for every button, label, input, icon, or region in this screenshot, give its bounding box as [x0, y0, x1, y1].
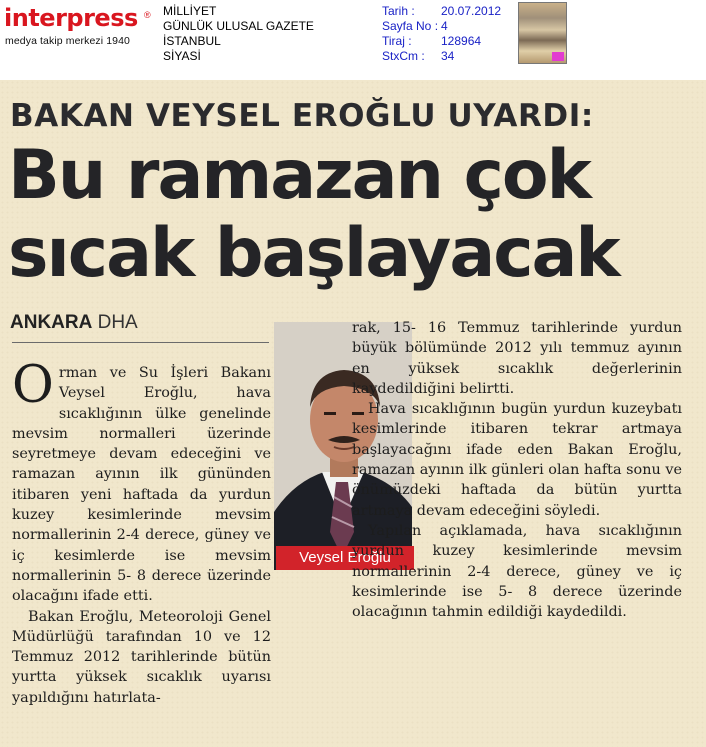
paragraph-1: rman ve Su İşleri Bakanı Veysel Eroğlu, hava sıcaklığının ülke genelinde mevsim normalleri üzerinde seyretmeye devam edeceğini ve ramazan ayının ilk gününden itibaren yeni haftada da yurdun kuzey kesimlerinde mevsim normallerinin 2-4 derece, güney ve iç kesimlerde ise mevsim normallerinin 5- 8 derece üzerinde olacağını ifade etti.: [12, 365, 271, 605]
article-column-2: [352, 318, 682, 622]
thumbnail-location-marker: [552, 52, 564, 61]
byline-city: ANKARA: [10, 312, 93, 333]
page-thumbnail[interactable]: [518, 2, 567, 64]
headline-line-2: sıcak başlayacak: [8, 214, 619, 293]
logo-wordmark: interpress: [4, 4, 138, 32]
drop-cap: O: [12, 356, 54, 415]
publication-category: SİYASİ: [163, 49, 201, 63]
publication-type: GÜNLÜK ULUSAL GAZETE: [163, 19, 314, 33]
detail-value: 34: [441, 49, 455, 63]
byline-agency: DHA: [97, 312, 138, 333]
paragraph-2: Bakan Eroğlu, Meteoroloji Genel Müdürlüğü tarafından 10 ve 12 Temmuz 2012 tarihlerinde bütün yurtta yüksek sıcaklık uyarısı yapıldığını hatırlata-: [12, 608, 271, 706]
detail-label: Sayfa No :: [382, 19, 439, 33]
headline-line-1: Bu ramazan çok: [8, 136, 590, 215]
paragraph-5: Yapılan açıklamada, hava sıcaklığının yurdun kuzey kesimlerinde mevsim normallerinin 2-4 derece, güney ve iç kesimlerinde ise 5- 8 derece üzerinde olacağının tahmin edildiği kaydedildi.: [352, 522, 682, 621]
byline: [10, 312, 138, 334]
photo-caption: Veysel Eroğlu: [276, 546, 414, 570]
byline-rule: [12, 342, 269, 343]
publication-info: [163, 4, 314, 64]
paragraph-4a: [352, 399, 682, 521]
logo-tagline: medya takip merkezi 1940: [5, 35, 130, 47]
article-kicker: BAKAN VEYSEL EROĞLU UYARDI:: [10, 98, 594, 134]
paragraph-3: rak, 15- 16 Temmuz tarihlerinde yurdun büyük bölümünde 2012 yılı temmuz ayının en yüksek sıcaklık değerlerinin kaydedildiğini belirtti.: [352, 320, 682, 397]
newspaper-clipping: [0, 80, 706, 747]
detail-label: Tarih :: [382, 4, 415, 18]
publication-city: İSTANBUL: [163, 34, 221, 48]
detail-value: 128964: [441, 34, 482, 48]
detail-label: StxCm :: [382, 49, 425, 63]
interpress-logo: [4, 4, 154, 50]
paragraph-4: Hava sıcaklığının bugün yurdun kuzeybatı kesimlerinde itibaren tekrar artmaya başlayacağını ifade eden Bakan Eroğlu, ramazan ayının ilk günleri olan hafta sonu ve önümüzdeki haftada da bütün yurtta artmaya devam edeceğini söyledi.: [352, 401, 682, 519]
publication-name: MİLLİYET: [163, 4, 217, 18]
article-column-1: [12, 356, 271, 708]
registered-mark: ®: [144, 10, 151, 20]
detail-label: Tiraj :: [382, 34, 412, 48]
detail-value: 4: [441, 19, 448, 33]
detail-value: 20.07.2012: [441, 4, 502, 18]
